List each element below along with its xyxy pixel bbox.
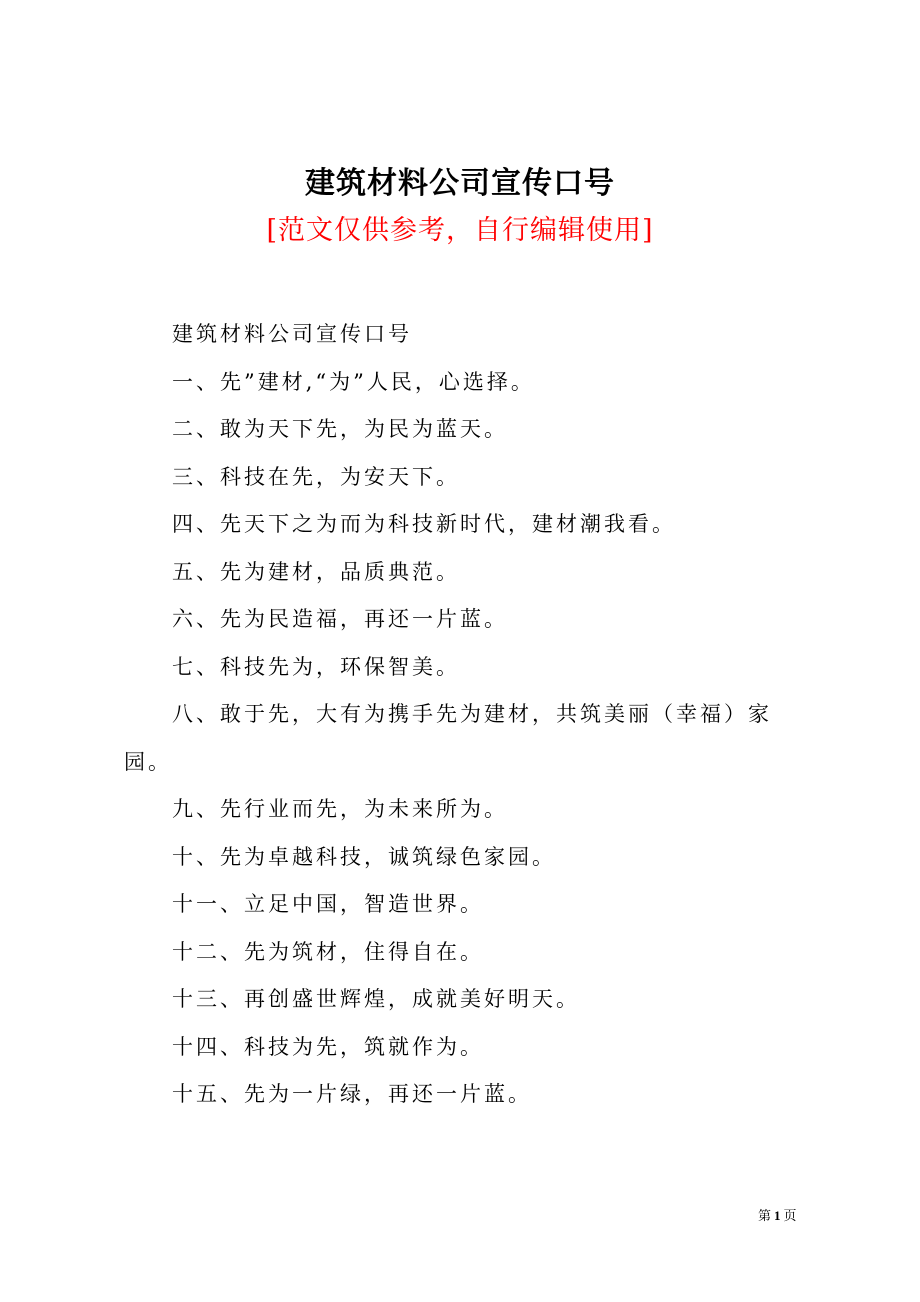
slogan-7: 七、科技先为，环保智美。 bbox=[172, 654, 460, 679]
slogan-10: 十、先为卓越科技，诚筑绿色家园。 bbox=[172, 844, 556, 869]
slogan-15: 十五、先为一片绿，再还一片蓝。 bbox=[172, 1082, 532, 1106]
slogan-1: 一、先”建材,“为”人民，心选择。 bbox=[172, 369, 535, 394]
page-number-suffix: 页 bbox=[783, 1209, 797, 1224]
slogan-9: 九、先行业而先，为未来所为。 bbox=[172, 797, 508, 821]
slogan-5: 五、先为建材，品质典范。 bbox=[172, 559, 460, 584]
slogan-3: 三、科技在先，为安天下。 bbox=[172, 464, 460, 489]
slogan-6: 六、先为民造福，再还一片蓝。 bbox=[172, 607, 508, 631]
paragraph-heading: 建筑材料公司宣传口号 bbox=[172, 322, 412, 346]
document-title: 建筑材料公司宣传口号 bbox=[305, 166, 615, 201]
document-subtitle: [范文仅供参考，自行编辑使用] bbox=[266, 215, 654, 246]
slogan-4: 四、先天下之为而为科技新时代，建材潮我看。 bbox=[172, 512, 676, 536]
document-body bbox=[124, 311, 796, 1119]
slogan-14: 十四、科技为先，筑就作为。 bbox=[172, 1034, 484, 1059]
slogan-2: 二、敢为天下先，为民为蓝天。 bbox=[172, 417, 508, 441]
page-footer bbox=[758, 1206, 797, 1227]
page-number: 1 bbox=[774, 1208, 781, 1223]
page-number-prefix: 第 bbox=[758, 1209, 772, 1224]
slogan-8: 八、敢于先，大有为携手先为建材，共筑美丽（幸福）家园。 bbox=[124, 702, 772, 774]
slogan-13: 十三、再创盛世辉煌，成就美好明天。 bbox=[172, 987, 580, 1011]
slogan-11: 十一、立足中国，智造世界。 bbox=[172, 892, 484, 916]
slogan-12: 十二、先为筑材，住得自在。 bbox=[172, 939, 484, 964]
